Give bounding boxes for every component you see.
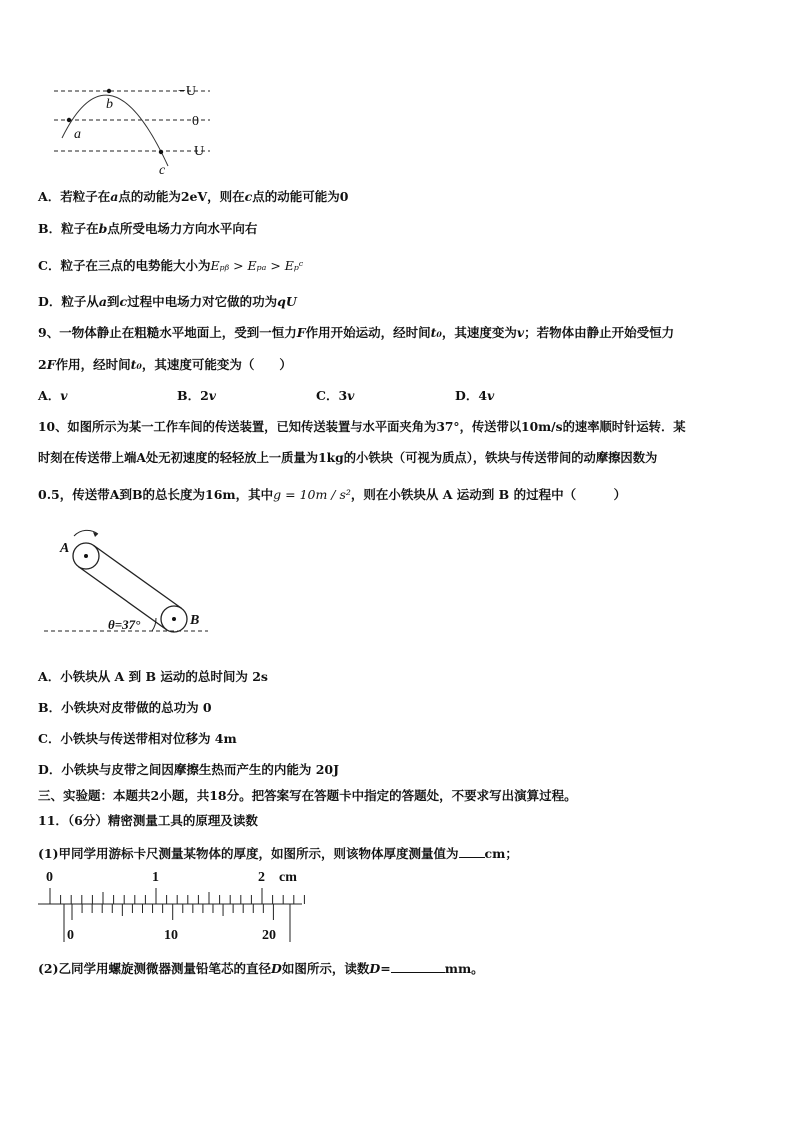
q8-d-var2: c bbox=[119, 294, 128, 309]
q10-line-2: 时刻在传送带上端A处无初速度的轻轻放上一质量为1kg的小铁块（可视为质点），铁块与传送带间的动摩擦因数为 bbox=[38, 450, 658, 465]
q9-line-1 bbox=[38, 323, 674, 341]
q9-t0-2: t₀ bbox=[130, 357, 142, 372]
potential-figure bbox=[40, 78, 220, 178]
vernier-label-0: 0 bbox=[67, 928, 74, 943]
q11-2-text1: (2)乙同学用螺旋测微器测量铅笔芯的直径 bbox=[38, 961, 272, 976]
q9-d-label: D．4 bbox=[455, 388, 488, 403]
q9-option-d bbox=[455, 386, 494, 404]
q9-v: v bbox=[516, 325, 525, 340]
q10-line-3 bbox=[38, 485, 626, 503]
q10-option-c: C．小铁块与传送带相对位移为 4m bbox=[38, 731, 237, 746]
q9-c-v: v bbox=[347, 388, 355, 403]
q10-option-a: A．小铁块从 A 到 B 运动的总时间为 2s bbox=[38, 669, 268, 684]
q9-option-c bbox=[316, 386, 354, 404]
q11-2-unit: mm。 bbox=[444, 961, 484, 976]
pulley-a-axle bbox=[84, 554, 88, 558]
q9-text4: ；若物体由静止开始受恒力 bbox=[524, 325, 675, 340]
q11-1-unit: cm； bbox=[484, 846, 518, 861]
q8-option-b bbox=[38, 219, 257, 237]
label-c: c bbox=[159, 163, 166, 178]
q8-b-var: b bbox=[98, 221, 108, 236]
q8-b-text1: B．粒子在 bbox=[38, 221, 99, 236]
point-c-dot bbox=[159, 150, 163, 154]
q11-2-var: D bbox=[271, 961, 282, 976]
point-a-dot bbox=[67, 118, 71, 122]
q8-a-text1: A．若粒子在 bbox=[38, 189, 111, 204]
q8-d-text3: 过程中电场力对它做的功为 bbox=[127, 294, 278, 309]
q11-title: 11．（6分）精密测量工具的原理及读数 bbox=[38, 813, 258, 828]
main-unit-label: cm bbox=[279, 870, 297, 885]
q8-d-text1: D．粒子从 bbox=[38, 294, 99, 309]
q9-option-b bbox=[177, 386, 216, 404]
q9-text1: 9、一物体静止在粗糙水平地面上，受到一恒力 bbox=[38, 325, 297, 340]
q8-b-text2: 点所受电场力方向水平向右 bbox=[107, 221, 258, 236]
q8-option-d bbox=[38, 292, 297, 310]
q11-2-equals: = bbox=[380, 961, 391, 976]
q9-option-a bbox=[38, 386, 67, 404]
q10-g-formula: g = 10m / s² bbox=[273, 487, 351, 502]
label-b: b bbox=[106, 97, 113, 112]
q8-a-text3: 点的动能可能为0 bbox=[252, 189, 349, 204]
q9-a-label: A． bbox=[38, 388, 61, 403]
label-pulley-a: A bbox=[60, 541, 70, 556]
q9-text3: ，其速度变为 bbox=[441, 325, 517, 340]
q9-t0: t₀ bbox=[430, 325, 442, 340]
q11-2-var2: D bbox=[369, 961, 381, 976]
vernier-caliper bbox=[38, 866, 308, 946]
q8-a-text2: 点的动能为2eV，则在 bbox=[118, 189, 245, 204]
q9-force2: F bbox=[46, 357, 56, 372]
q9-b-label: B．2 bbox=[177, 388, 209, 403]
q8-c-formula: Eₚᵦ > Eₚₐ > Eₚᶜ bbox=[210, 258, 304, 273]
q9-b-v: v bbox=[208, 388, 217, 403]
q9-d-v: v bbox=[487, 388, 495, 403]
conveyor-figure bbox=[40, 528, 220, 638]
q10-text3a: 0.5，传送带A到B的总长度为16m，其中 bbox=[38, 487, 274, 502]
q8-d-text2: 到 bbox=[106, 294, 120, 309]
q11-1-text: (1)甲同学用游标卡尺测量某物体的厚度，如图所示，则该物体厚度测量值为 bbox=[38, 846, 459, 861]
q8-d-var: a bbox=[98, 294, 107, 309]
q11-2-text2: 如图所示，读数 bbox=[281, 961, 370, 976]
q9-force: F bbox=[296, 325, 306, 340]
vernier-label-20: 20 bbox=[262, 928, 276, 943]
label-u: U bbox=[194, 144, 205, 159]
q10-text3b: ，则在小铁块从 A 运动到 B 的过程中（ ） bbox=[350, 487, 627, 502]
vernier-label-10: 10 bbox=[164, 928, 178, 943]
q8-d-value: qU bbox=[277, 294, 297, 309]
point-b-dot bbox=[107, 89, 111, 93]
main-label-0: 0 bbox=[46, 870, 53, 885]
q8-a-var: a bbox=[110, 189, 119, 204]
q8-option-c bbox=[38, 256, 303, 274]
q10-line-1: 10、如图所示为某一工作车间的传送装置，已知传送装置与水平面夹角为37°，传送带以10m/s的速率顺时针运转．某 bbox=[38, 419, 686, 434]
q9-text2: 作用开始运动，经时间 bbox=[305, 325, 431, 340]
q9-c-label: C．3 bbox=[316, 388, 348, 403]
label-angle: θ=37° bbox=[108, 617, 141, 632]
pulley-b-axle bbox=[172, 617, 176, 621]
label-a: a bbox=[74, 127, 81, 142]
q9-text5: 作用，经时间 bbox=[55, 357, 131, 372]
q11-part-1 bbox=[38, 844, 518, 862]
q8-a-var2: c bbox=[244, 189, 253, 204]
q11-part-2 bbox=[38, 959, 484, 977]
label-minus-u: −U bbox=[178, 84, 197, 99]
section-3-heading: 三、实验题：本题共2小题，共18分。把答案写在答题卡中指定的答题处，不要求写出演算过程。 bbox=[38, 788, 577, 803]
q11-1-answer-blank[interactable] bbox=[459, 845, 485, 858]
label-zero: 0 bbox=[192, 114, 199, 129]
q11-2-answer-blank[interactable] bbox=[391, 960, 445, 973]
q9-line-2 bbox=[38, 355, 292, 373]
q9-a-v: v bbox=[60, 388, 68, 403]
q9-text6: ，其速度可能变为（ ） bbox=[141, 357, 292, 372]
label-pulley-b: B bbox=[190, 613, 200, 628]
q10-option-b: B．小铁块对皮带做的总功为 0 bbox=[38, 700, 212, 715]
main-label-2: 2 bbox=[258, 870, 265, 885]
q9-two: 2 bbox=[38, 357, 47, 372]
q8-option-a bbox=[38, 187, 349, 205]
main-label-1: 1 bbox=[152, 870, 159, 885]
q8-c-text: C．粒子在三点的电势能大小为 bbox=[38, 258, 211, 273]
q10-option-d: D．小铁块与皮带之间因摩擦生热而产生的内能为 20J bbox=[38, 762, 340, 777]
belt-upper bbox=[94, 545, 182, 608]
